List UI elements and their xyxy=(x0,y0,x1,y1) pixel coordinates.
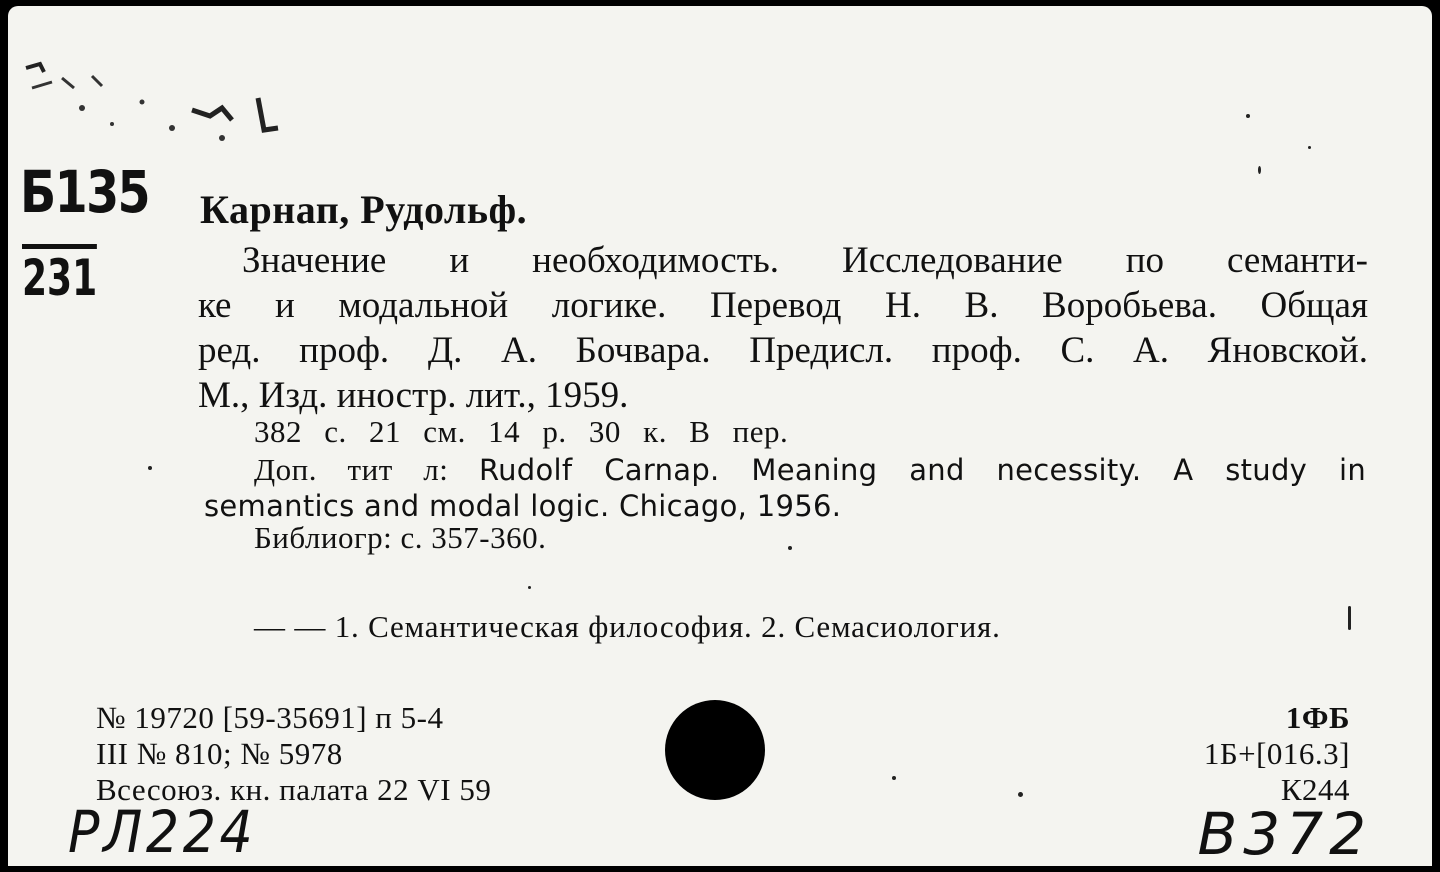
author-heading: Карнап, Рудольф. xyxy=(200,187,528,232)
classification-line: 1Б+[016.3] xyxy=(1203,736,1350,771)
description-line: М., Изд. иностр. лит., 1959. xyxy=(198,375,629,416)
registration-line: Всесоюз. кн. палата 22 VI 59 xyxy=(96,772,492,807)
catalog-card xyxy=(8,6,1432,866)
speck xyxy=(1258,166,1261,174)
handwritten-shelfmark-left: PЛ224 xyxy=(68,798,257,866)
call-number: Б135 xyxy=(20,158,149,226)
parallel-title-note xyxy=(204,452,1366,524)
handwritten-shelfmark-right: B372 xyxy=(1197,800,1372,866)
description-line: ред. проф. Д. А. Бочвара. Предисл. проф. С. А. Яновской. xyxy=(198,330,1368,371)
call-number-sub: 231 xyxy=(22,244,97,305)
handwritten-scribble-icon xyxy=(22,58,282,148)
subject-headings: — — 1. Семантическая философия. 2. Семасиология. xyxy=(254,609,1001,644)
speck xyxy=(892,776,896,780)
speck xyxy=(148,466,152,470)
description-line: ке и модальной логике. Перевод Н. В. Воробьева. Общая xyxy=(198,285,1368,326)
bibliography-note: Библиогр: с. 357-360. xyxy=(254,520,547,555)
speck xyxy=(1308,146,1311,149)
collation: 382 с. 21 см. 14 р. 30 к. В пер. xyxy=(254,414,789,449)
speck xyxy=(528,586,531,589)
registration-line: III № 810; № 5978 xyxy=(96,736,343,771)
speck xyxy=(1018,792,1023,797)
note-line: Доп. тит л: Rudolf Carnap. Meaning and necessity. A study in xyxy=(254,452,1366,487)
punch-hole xyxy=(665,700,765,800)
registration-line: № 19720 [59-35691] п 5-4 xyxy=(96,700,444,735)
classification-line: 1ФБ xyxy=(1285,700,1350,735)
title-description xyxy=(198,238,1368,418)
classification-line: К244 xyxy=(1280,772,1350,807)
registration-block xyxy=(96,700,491,808)
speck xyxy=(1348,606,1351,630)
classification-block xyxy=(1204,700,1350,808)
speck xyxy=(788,546,792,550)
speck xyxy=(1246,114,1250,118)
note-line: semantics and modal logic. Chicago, 1956. xyxy=(204,489,842,523)
description-line: Значение и необходимость. Исследование по семанти- xyxy=(242,240,1368,281)
